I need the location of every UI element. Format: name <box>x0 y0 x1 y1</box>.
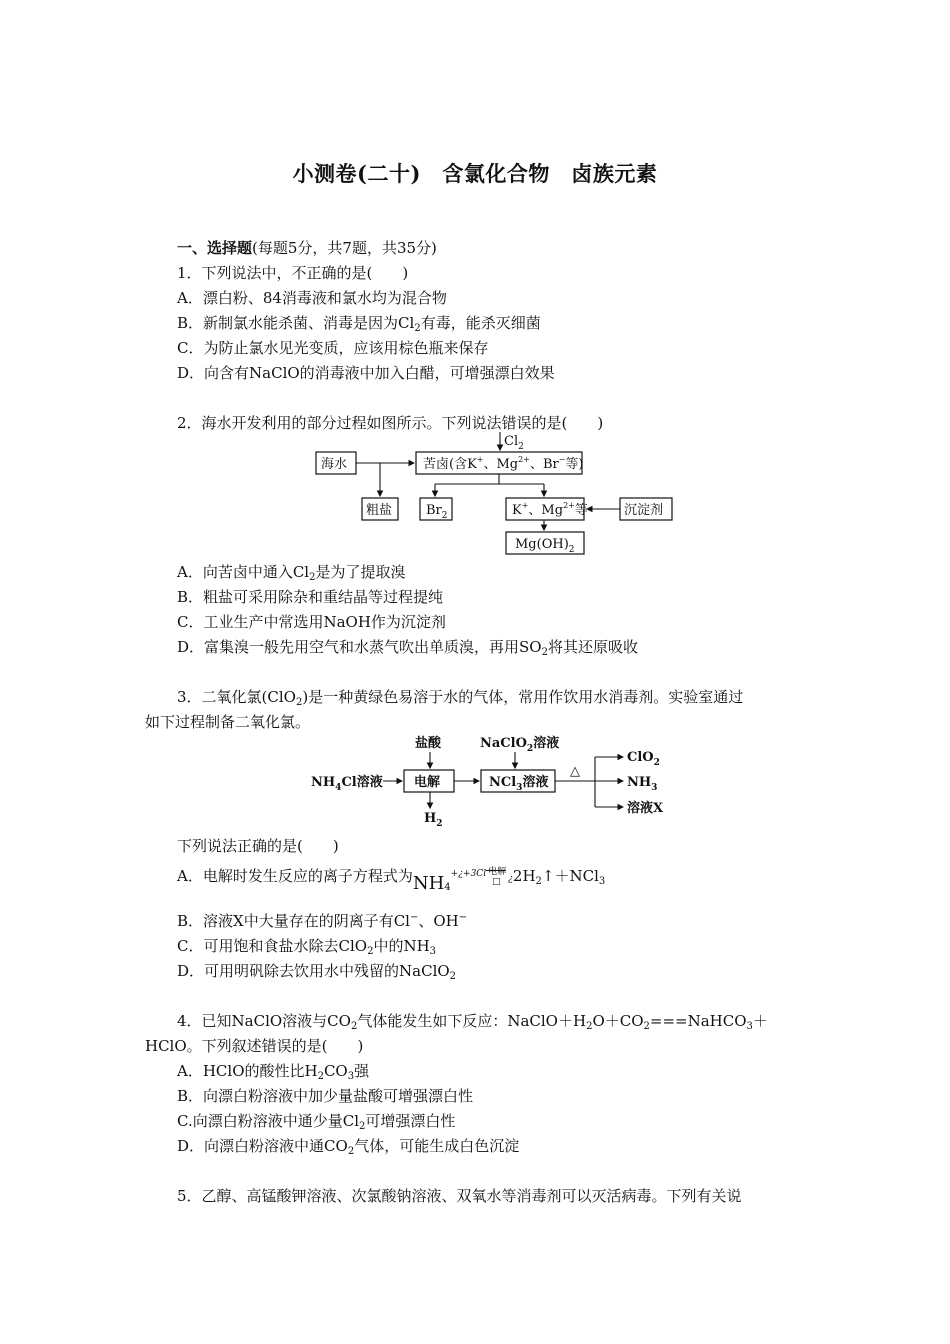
q4-stem-line2: HClO。下列叙述错误的是( ) <box>145 1037 364 1055</box>
q4-option-b: B．向漂白粉溶液中加少量盐酸可增强漂白性 <box>177 1087 474 1105</box>
bittern-label: 苦卤(含K+、$Mg^{2+}$、Br−等) <box>423 455 584 472</box>
q2-option-d: D．富集溴一般先用空气和水蒸气吹出单质溴，再用$SO_2$将其还原吸收 <box>177 638 638 658</box>
heat-symbol: △ <box>570 764 580 779</box>
kmg-label: K+、$Mg^{2+}$等 <box>512 501 588 518</box>
page-title: 小测卷(二十) 含氯化合物 卤族元素 <box>292 161 658 186</box>
q1-option-a: A．漂白粉、84消毒液和氯水均为混合物 <box>177 289 447 307</box>
clo2-label: ClO$_2$ <box>627 750 660 768</box>
q3-ask: 下列说法正确的是( ) <box>177 837 339 855</box>
q1-option-d: D．向含有NaClO的消毒液中加入白醋，可增强漂白效果 <box>177 364 555 382</box>
q1-option-b: B．新制氯水能杀菌、消毒是因为$Cl_2$有毒，能杀灭细菌 <box>177 314 541 334</box>
q3-option-b: B．溶液X中大量存在的阴离子有Cl−、OH− <box>177 912 468 930</box>
ncl3-label: NCl$_3$溶液 <box>489 775 549 793</box>
q4-option-d: D．向漂白粉溶液中通$CO_2$气体，可能生成白色沉淀 <box>177 1137 520 1157</box>
nh3-label: $NH_3$ <box>627 775 658 793</box>
mgoh2-label: $Mg(OH)_2$ <box>515 537 575 555</box>
q1-option-c: C．为防止氯水见光变质，应该用棕色瓶来保存 <box>177 339 489 357</box>
cl2-label: $Cl_2$ <box>504 434 524 452</box>
q4-option-c: C.向漂白粉溶液中通少量$Cl_2$可增强漂白性 <box>177 1112 456 1132</box>
q3-option-c: C．可用饱和食盐水除去ClO$_2$中的$NH_3$ <box>177 937 437 957</box>
q4-stem: 4．已知NaClO溶液与$CO_2$气体能发生如下反应：$NaClO+H_2O+CO_2===NaHCO_3+$ <box>177 1012 768 1032</box>
crude-salt-label: 粗盐 <box>366 503 393 518</box>
seawater-process-diagram <box>310 428 680 558</box>
solx-label: 溶液X <box>627 801 664 816</box>
section-heading <box>177 238 437 258</box>
q2-stem: 2．海水开发利用的部分过程如图所示。下列说法错误的是( ) <box>177 414 604 432</box>
q4-option-a: A．HClO的酸性比$H_2CO_3$强 <box>177 1062 370 1082</box>
q2-option-c: C．工业生产中常选用NaOH作为沉淀剂 <box>177 613 446 631</box>
precipitant-label: 沉淀剂 <box>624 503 664 518</box>
q2-option-b: B．粗盐可采用除杂和重结晶等过程提纯 <box>177 588 444 606</box>
h2-label: $H_2$ <box>424 811 443 829</box>
q2-option-a: A．向苦卤中通入$Cl_2$是为了提取溴 <box>177 563 406 583</box>
naclo2-label: NaClO$_2$溶液 <box>480 736 560 754</box>
electrolysis-label: 电解 <box>414 775 441 790</box>
electrolysis-condition: 电解 □ <box>488 867 507 887</box>
q3-stem-line2: 如下过程制备二氧化氯。 <box>145 713 311 731</box>
br2-label: $Br_2$ <box>426 503 448 521</box>
q5-stem: 5．乙醇、高锰酸钾溶液、次氯酸钠溶液、双氧水等消毒剂可以灭活病毒。下列有关说 <box>177 1187 742 1205</box>
section-heading-note: (每题5分，共7题，共35分) <box>252 239 437 257</box>
q3-option-d: D．可用明矾除去饮用水中残留的NaClO$_2$ <box>177 962 457 982</box>
nh4cl-label: $NH_4Cl$溶液 <box>311 775 383 793</box>
section-heading-label: 一、选择题 <box>177 239 253 257</box>
q3-option-a: A．电解时发生反应的离子方程式为$NH_4^{+¿+3Cl}$ 电解 □ ¿$2H_2↑+NCl_3$ <box>177 867 606 894</box>
seawater-label: 海水 <box>321 457 348 472</box>
q1-stem: 1．下列说法中，不正确的是( ) <box>177 264 409 282</box>
hcl-label: 盐酸 <box>415 736 442 751</box>
q3-stem: 3．二氧化氯(ClO$_2$)是一种黄绿色易溶于水的气体，常用作饮用水消毒剂。实验室通过 <box>177 688 744 708</box>
clo2-process-diagram <box>305 730 685 830</box>
